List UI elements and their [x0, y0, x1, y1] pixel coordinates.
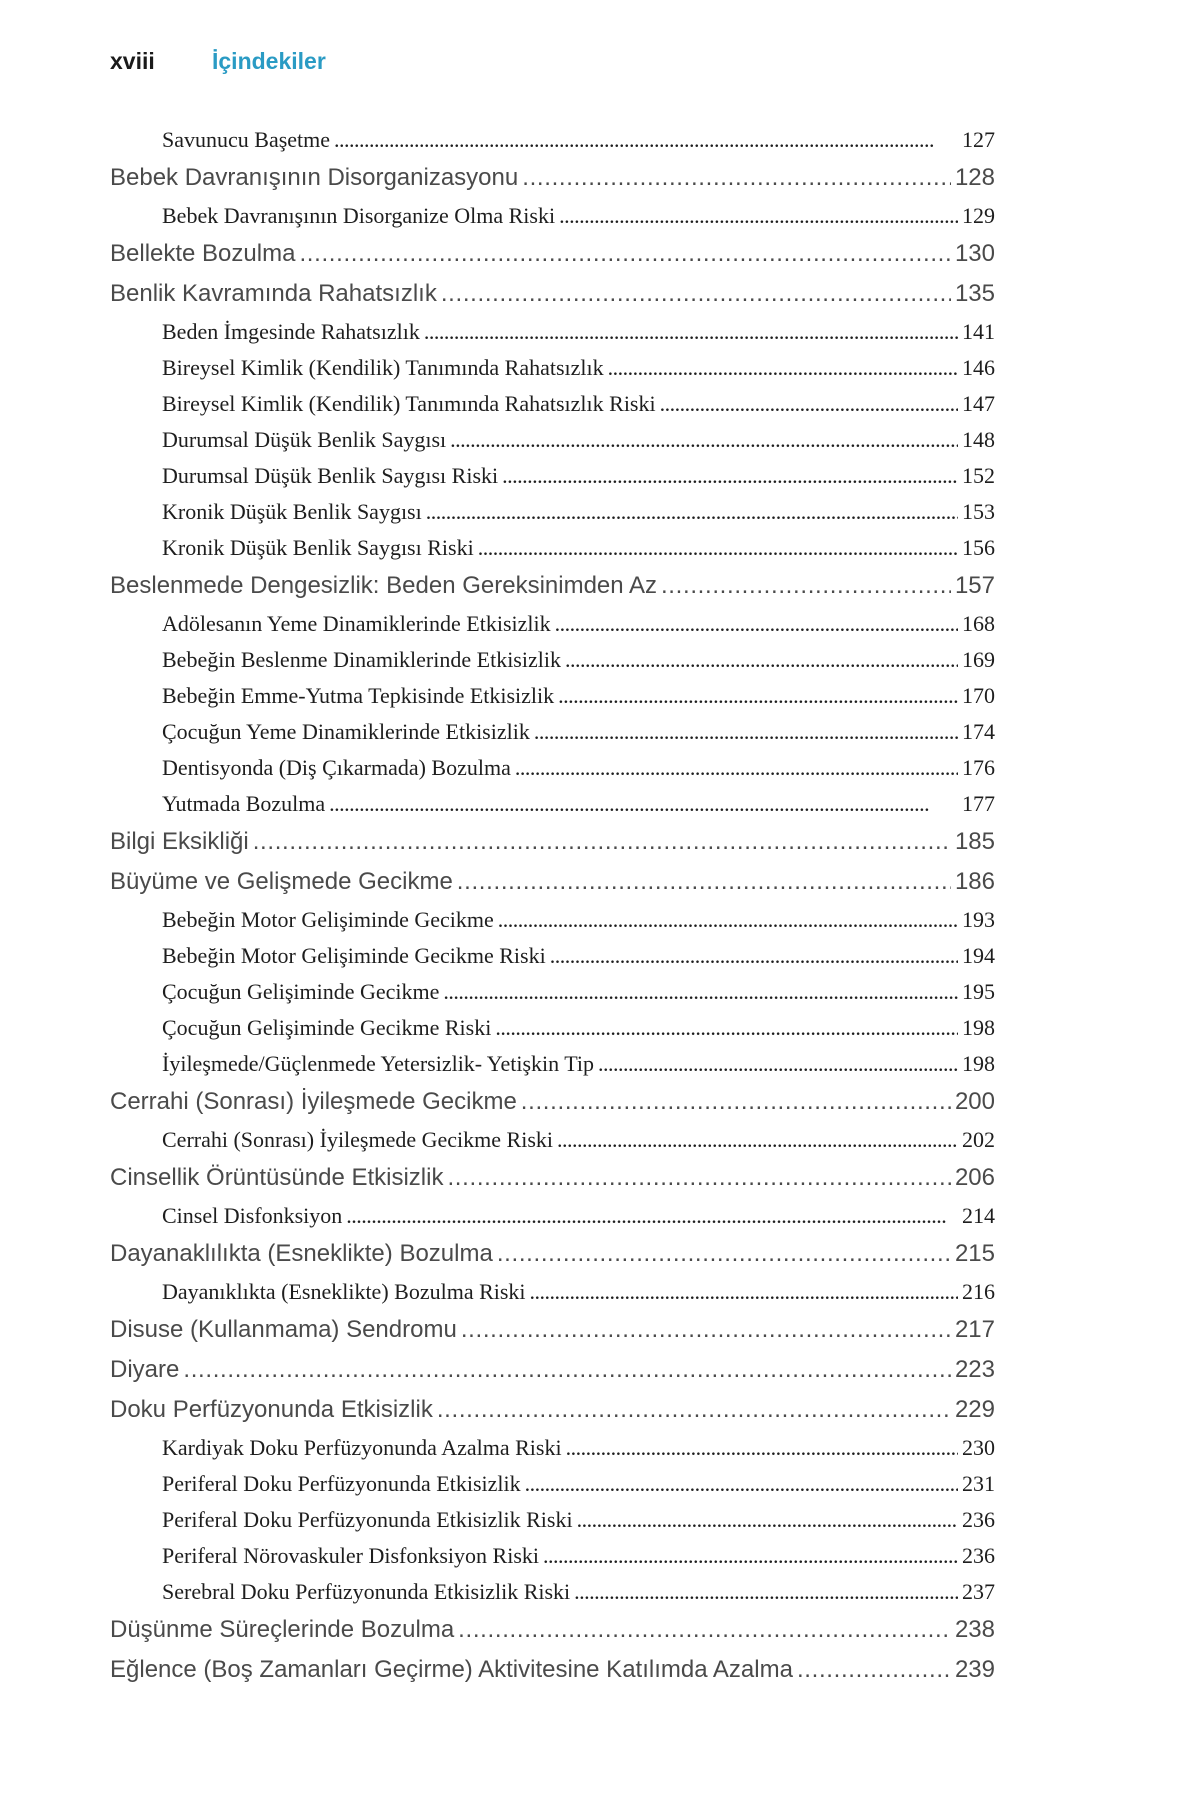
toc-subentry[interactable] [110, 642, 995, 678]
toc-entry[interactable] [110, 1390, 995, 1430]
toc-entry-title: Serebral Doku Perfüzyonunda Etkisizlik Riski [162, 1579, 571, 1604]
toc-entry-title: Adölesanın Yeme Dinamiklerinde Etkisizlik [162, 611, 551, 636]
toc-entry-page: 206 [954, 1164, 995, 1191]
toc-entry-title: Bebeğin Emme-Yutma Tepkisinde Etkisizlik [162, 683, 555, 708]
toc-entry-title: Disuse (Kullanmama) Sendromu [110, 1316, 457, 1343]
toc-entry-title: Bebeğin Motor Gelişiminde Gecikme Riski [162, 943, 546, 968]
toc-entry-title: Çocuğun Gelişiminde Gecikme [162, 979, 440, 1004]
toc-entry[interactable] [110, 566, 995, 606]
dot-leader [497, 1234, 951, 1274]
toc-entry-page: 195 [962, 979, 995, 1004]
dot-leader [566, 1430, 958, 1466]
toc-entry-page: 176 [962, 755, 995, 780]
dot-leader [577, 1502, 958, 1538]
toc-subentry[interactable] [110, 198, 995, 234]
toc-entry-page: 130 [954, 240, 995, 267]
toc-subentry[interactable] [110, 422, 995, 458]
toc-entry-page: 239 [954, 1656, 995, 1683]
toc-entry-page: 223 [954, 1356, 995, 1383]
toc-entry-page: 231 [962, 1471, 995, 1496]
toc-entry-page: 169 [962, 647, 995, 672]
toc-entry-title: İyileşmede/Güçlenmede Yetersizlik- Yetişkin Tip [162, 1051, 595, 1076]
toc-subentry[interactable] [110, 714, 995, 750]
toc-subentry[interactable] [110, 386, 995, 422]
toc-entry[interactable] [110, 234, 995, 274]
toc-entry[interactable] [110, 1234, 995, 1274]
toc-subentry[interactable] [110, 530, 995, 566]
toc-entry[interactable] [110, 1610, 995, 1650]
dot-leader [329, 786, 958, 822]
dot-leader [299, 234, 951, 274]
toc-entry[interactable] [110, 862, 995, 902]
toc-entry-title: Bireysel Kimlik (Kendilik) Tanımında Rahatsızlık Riski [162, 391, 656, 416]
toc-entry-page: 135 [954, 280, 995, 307]
toc-subentry[interactable] [110, 1122, 995, 1158]
toc-subentry[interactable] [110, 1010, 995, 1046]
page-number: xviii [110, 48, 155, 74]
toc-subentry[interactable] [110, 786, 995, 822]
toc-entry[interactable] [110, 1350, 995, 1390]
toc-entry-title: Cinsellik Örüntüsünde Etkisizlik [110, 1164, 444, 1191]
dot-leader [424, 314, 958, 350]
toc-entry-page: 236 [962, 1543, 995, 1568]
toc-entry-page: 198 [962, 1051, 995, 1076]
toc-entry[interactable] [110, 1082, 995, 1122]
dot-leader [346, 1198, 958, 1234]
dot-leader [660, 386, 958, 422]
toc-entry-page: 141 [962, 319, 995, 344]
dot-leader [543, 1538, 958, 1574]
toc-entry-page: 194 [962, 943, 995, 968]
toc-entry-title: Bebeğin Motor Gelişiminde Gecikme [162, 907, 494, 932]
section-title: İçindekiler [212, 48, 326, 74]
dot-leader [522, 158, 951, 198]
toc-subentry[interactable] [110, 902, 995, 938]
dot-leader [530, 1274, 958, 1310]
toc-entry-title: Benlik Kavramında Rahatsızlık [110, 280, 437, 307]
toc-entry-title: Çocuğun Yeme Dinamiklerinde Etkisizlik [162, 719, 530, 744]
toc-entry-page: 152 [962, 463, 995, 488]
toc-subentry[interactable] [110, 1574, 995, 1610]
toc-entry-page: 186 [954, 868, 995, 895]
dot-leader [797, 1650, 951, 1690]
dot-leader [574, 1574, 958, 1610]
dot-leader [437, 1390, 951, 1430]
toc-entry-page: 215 [954, 1240, 995, 1267]
toc-subentry[interactable] [110, 678, 995, 714]
toc-entry[interactable] [110, 1650, 995, 1690]
toc-entry-title: Eğlence (Boş Zamanları Geçirme) Aktivitesine Katılımda Azalma [110, 1656, 793, 1683]
toc-entry-title: Bellekte Bozulma [110, 240, 296, 267]
toc-entry-title: Periferal Doku Perfüzyonunda Etkisizlik [162, 1471, 521, 1496]
toc-entry-page: 127 [962, 127, 995, 152]
toc-subentry[interactable] [110, 1502, 995, 1538]
toc-entry-page: 146 [962, 355, 995, 380]
toc-entry-title: Cinsel Disfonksiyon [162, 1203, 343, 1228]
toc-entry-page: 237 [962, 1579, 995, 1604]
toc-entry-title: Düşünme Süreçlerinde Bozulma [110, 1616, 455, 1643]
toc-entry[interactable] [110, 1158, 995, 1198]
page-header [110, 48, 326, 75]
toc-subentry[interactable] [110, 1198, 995, 1234]
dot-leader [495, 1010, 958, 1046]
toc-entry-title: Büyüme ve Gelişmede Gecikme [110, 868, 453, 895]
toc-entry-title: Periferal Nörovaskuler Disfonksiyon Riski [162, 1543, 539, 1568]
toc-entry-title: Bebeğin Beslenme Dinamiklerinde Etkisizlik [162, 647, 561, 672]
dot-leader [515, 750, 958, 786]
toc-subentry[interactable] [110, 458, 995, 494]
dot-leader [559, 198, 958, 234]
dot-leader [565, 642, 958, 678]
dot-leader [478, 530, 958, 566]
toc-entry-page: 177 [962, 791, 995, 816]
dot-leader [253, 822, 951, 862]
dot-leader [441, 274, 951, 314]
toc-entry-page: 198 [962, 1015, 995, 1040]
toc-entry-title: Kronik Düşük Benlik Saygısı [162, 499, 422, 524]
toc-entry-page: 230 [962, 1435, 995, 1460]
toc-entry-title: Bebek Davranışının Disorganize Olma Riski [162, 203, 556, 228]
toc-entry-title: Beslenmede Dengesizlik: Beden Gereksinimden Az [110, 572, 657, 599]
toc-entry-page: 170 [962, 683, 995, 708]
toc-entry-page: 185 [954, 828, 995, 855]
toc-entry[interactable] [110, 1310, 995, 1350]
toc-subentry[interactable] [110, 1046, 995, 1082]
dot-leader [461, 1310, 951, 1350]
toc-subentry[interactable] [110, 122, 995, 158]
dot-leader [661, 566, 951, 606]
toc-subentry[interactable] [110, 938, 995, 974]
toc-subentry[interactable] [110, 314, 995, 350]
toc-entry-title: Yutmada Bozulma [162, 791, 326, 816]
toc-entry-page: 236 [962, 1507, 995, 1532]
dot-leader [447, 1158, 950, 1198]
dot-leader [525, 1466, 958, 1502]
toc-entry-page: 193 [962, 907, 995, 932]
toc-entry[interactable] [110, 822, 995, 862]
toc-entry-title: Diyare [110, 1356, 180, 1383]
toc-entry-title: Durumsal Düşük Benlik Saygısı Riski [162, 463, 499, 488]
dot-leader [450, 422, 958, 458]
dot-leader [443, 974, 958, 1010]
dot-leader [555, 606, 958, 642]
toc-entry-title: Dayanıklıkta (Esneklikte) Bozulma Riski [162, 1279, 526, 1304]
dot-leader [458, 1610, 951, 1650]
toc-entry-page: 156 [962, 535, 995, 560]
toc-subentry[interactable] [110, 974, 995, 1010]
toc-entry-title: Bireysel Kimlik (Kendilik) Tanımında Rahatsızlık [162, 355, 604, 380]
dot-leader [334, 122, 958, 158]
toc-entry-page: 229 [954, 1396, 995, 1423]
toc-entry-title: Durumsal Düşük Benlik Saygısı [162, 427, 447, 452]
toc-entry-title: Çocuğun Gelişiminde Gecikme Riski [162, 1015, 492, 1040]
toc-entry-page: 153 [962, 499, 995, 524]
toc-entry-title: Dentisyonda (Diş Çıkarmada) Bozulma [162, 755, 511, 780]
toc-entry-page: 174 [962, 719, 995, 744]
dot-leader [557, 1122, 958, 1158]
toc-entry-page: 216 [962, 1279, 995, 1304]
toc-entry-page: 129 [962, 203, 995, 228]
toc-entry-page: 147 [962, 391, 995, 416]
toc-entry-page: 202 [962, 1127, 995, 1152]
toc-entry-title: Dayanaklılıkta (Esneklikte) Bozulma [110, 1240, 493, 1267]
toc-entry[interactable] [110, 158, 995, 198]
toc-entry-title: Cerrahi (Sonrası) İyileşmede Gecikme Riski [162, 1127, 554, 1152]
toc-entry-page: 214 [962, 1203, 995, 1228]
dot-leader [426, 494, 958, 530]
toc-entry[interactable] [110, 274, 995, 314]
toc-entry-page: 128 [954, 164, 995, 191]
toc-entry-page: 148 [962, 427, 995, 452]
dot-leader [457, 862, 951, 902]
dot-leader [521, 1082, 951, 1122]
dot-leader [608, 350, 958, 386]
toc-subentry[interactable] [110, 750, 995, 786]
dot-leader [598, 1046, 958, 1082]
toc-subentry[interactable] [110, 1538, 995, 1574]
toc-entry-title: Beden İmgesinde Rahatsızlık [162, 319, 420, 344]
toc-entry-title: Doku Perfüzyonunda Etkisizlik [110, 1396, 433, 1423]
table-of-contents [110, 122, 995, 1690]
toc-subentry[interactable] [110, 494, 995, 530]
toc-entry-page: 200 [954, 1088, 995, 1115]
dot-leader [502, 458, 958, 494]
toc-entry-title: Bebek Davranışının Disorganizasyonu [110, 164, 519, 191]
toc-entry-page: 238 [954, 1616, 995, 1643]
dot-leader [183, 1350, 951, 1390]
toc-entry-title: Cerrahi (Sonrası) İyileşmede Gecikme [110, 1088, 517, 1115]
dot-leader [558, 678, 958, 714]
dot-leader [498, 902, 958, 938]
toc-subentry[interactable] [110, 350, 995, 386]
toc-entry-title: Kardiyak Doku Perfüzyonunda Azalma Riski [162, 1435, 562, 1460]
toc-subentry[interactable] [110, 606, 995, 642]
dot-leader [550, 938, 958, 974]
toc-entry-title: Periferal Doku Perfüzyonunda Etkisizlik Riski [162, 1507, 573, 1532]
toc-subentry[interactable] [110, 1430, 995, 1466]
toc-subentry[interactable] [110, 1274, 995, 1310]
toc-entry-page: 217 [954, 1316, 995, 1343]
toc-subentry[interactable] [110, 1466, 995, 1502]
toc-entry-page: 157 [954, 572, 995, 599]
toc-entry-title: Bilgi Eksikliği [110, 828, 249, 855]
toc-entry-page: 168 [962, 611, 995, 636]
toc-entry-title: Kronik Düşük Benlik Saygısı Riski [162, 535, 474, 560]
toc-entry-title: Savunucu Başetme [162, 127, 331, 152]
dot-leader [534, 714, 958, 750]
